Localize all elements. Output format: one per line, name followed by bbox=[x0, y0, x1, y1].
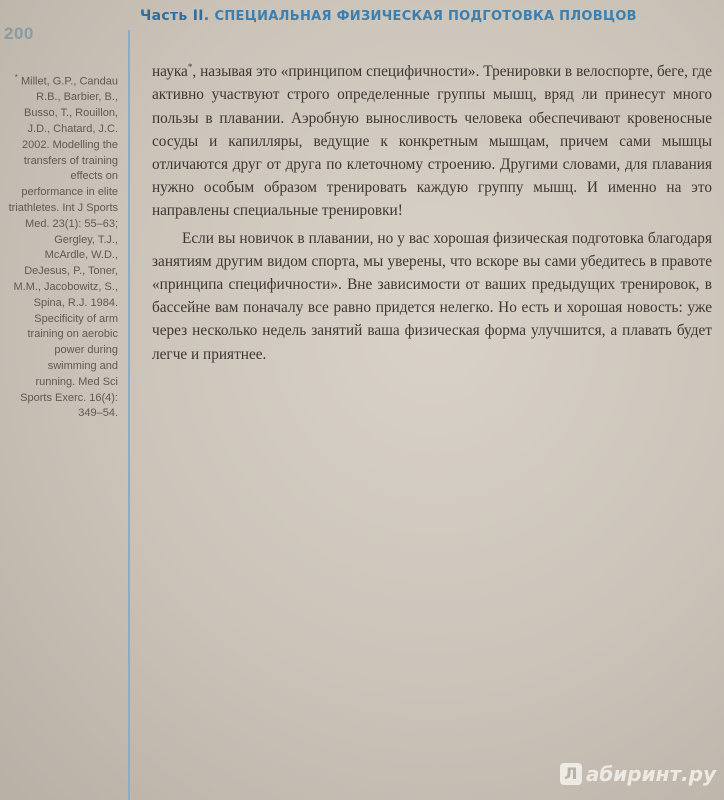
paragraph-2: Если вы новичок в плавании, но у вас хорошая физическая подготовка благодаря занятиям другим видом спорта, мы уверены, что вскоре вы сами убедитесь в правоте «принципа специфичности». Вне зависимости от ваших предыдущих тренировок, в бассейне вам поначалу все равно придется нелегко. Но есть и хорошая новость: уже через несколько недель занятий ваша физическая форма улучшится, а плавать будет легче и приятнее. bbox=[152, 229, 712, 363]
labirint-watermark bbox=[560, 762, 716, 786]
paragraph-1 bbox=[152, 56, 712, 223]
running-header bbox=[140, 8, 637, 24]
page-number: 200 bbox=[4, 24, 34, 43]
paragraph-1-rest: , называя это «принципом специфичности». Тренировки в велоспорте, беге, где активно участвуют строго определенные группы мышц, вряд ли принесут много пользы в плавании. Аэробную выносливость человека обеспечивают кровеносные сосуды и капилляры, ведущие к конкретным мышцам, причем сами мышцы отличаются друг от друга по клеточному строению. Другими словами, для плавания нужно особым образом тренировать каждую группу мышц. И именно на это направлены специальные тренировки! bbox=[152, 63, 712, 220]
sidenote-text: Millet, G.P., Candau R.B., Barbier, B., Busso, T., Rouillon, J.D., Chatard, J.C. 2002. Modelling the transfers of training effects on performance in elite triathletes. Int J Sports Med. 23(1): 55–63; Gergley, T.J., McArdle, W.D., DeJesus, P., Toner, M.M., Jacobowitz, S., Spina, R.J. 1984. Specificity of arm training on aerobic power during swimming and running. Med Sci Sports Exerc. 16(4): 349–54. bbox=[8, 75, 118, 420]
watermark-text: абиринт.ру bbox=[585, 762, 716, 786]
header-title: СПЕЦИАЛЬНАЯ ФИЗИЧЕСКАЯ ПОДГОТОВКА ПЛОВЦОВ bbox=[214, 9, 637, 24]
sidenote-marker: * bbox=[14, 73, 18, 82]
header-part: Часть II. bbox=[140, 8, 210, 24]
main-text bbox=[152, 56, 712, 366]
paragraph-1-start: наука bbox=[152, 63, 188, 81]
labirint-logo-icon: Л bbox=[560, 763, 582, 785]
margin-divider bbox=[128, 30, 130, 800]
footnote-marker: * bbox=[187, 62, 193, 72]
sidenote-reference bbox=[8, 70, 118, 422]
